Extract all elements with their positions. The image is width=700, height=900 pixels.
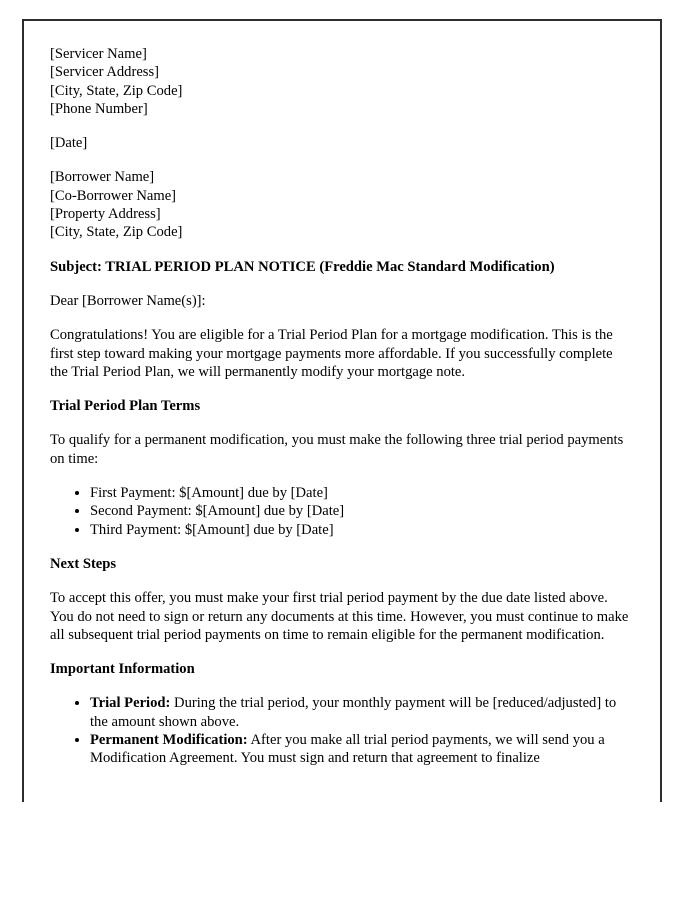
recipient-co-borrower: [Co-Borrower Name] [50, 187, 177, 204]
sender-phone: [Phone Number] [50, 100, 148, 117]
important-info-item-trial-period [90, 694, 634, 731]
recipient-block [50, 168, 634, 241]
salutation: Dear [Borrower Name(s)]: [50, 292, 206, 309]
section-heading-important-info: Important Information [50, 661, 195, 678]
recipient-borrower: [Borrower Name] [50, 169, 155, 186]
date-line: [Date] [50, 135, 88, 152]
important-info-text-trial-period: During the trial period, your monthly payment will be [reduced/adjusted] to the amount shown above. [90, 695, 617, 730]
important-info-lead-trial-period: Trial Period: [90, 695, 171, 712]
recipient-property-address: [Property Address] [50, 206, 161, 223]
next-steps-paragraph: To accept this offer, you must make your first trial period payment by the due date listed above. You do not need to sign or return any documents at this time. However, you must continue to make all subsequent trial period payments on time to remain eligible for the permanent modification. [50, 590, 629, 643]
intro-paragraph: Congratulations! You are eligible for a Trial Period Plan for a mortgage modification. This is the first step toward making your mortgage payments more affordable. If you successfully complete the Trial Period Plan, we will permanently modify your mortgage note. [50, 327, 613, 380]
important-info-list [50, 694, 634, 767]
sender-address: [Servicer Address] [50, 64, 160, 81]
trial-terms-intro: To qualify for a permanent modification, you must make the following three trial period payments on time: [50, 432, 624, 467]
important-info-text-permanent-modification: After you make all trial period payments, we will send you a Modification Agreement. You must sign and return that agreement to finalize [90, 732, 605, 767]
important-info-item-permanent-modification [90, 731, 634, 768]
important-info-lead-permanent-modification: Permanent Modification: [90, 732, 248, 749]
section-heading-trial-terms: Trial Period Plan Terms [50, 398, 201, 415]
section-heading-next-steps: Next Steps [50, 555, 117, 572]
recipient-city-state-zip: [City, State, Zip Code] [50, 224, 183, 241]
sender-city-state-zip: [City, State, Zip Code] [50, 82, 183, 99]
payment-item-third: • Third Payment: $[Amount] due by [Date] [90, 521, 634, 539]
sender-name: [Servicer Name] [50, 46, 147, 62]
letter-page [22, 19, 662, 802]
payment-item-second: • Second Payment: $[Amount] due by [Date] [90, 502, 634, 520]
subject-line: Subject: TRIAL PERIOD PLAN NOTICE (Freddie Mac Standard Modification) [50, 258, 555, 275]
payments-list [50, 484, 634, 539]
payment-item-first: • First Payment: $[Amount] due by [Date] [90, 484, 634, 502]
sender-block [50, 45, 634, 118]
